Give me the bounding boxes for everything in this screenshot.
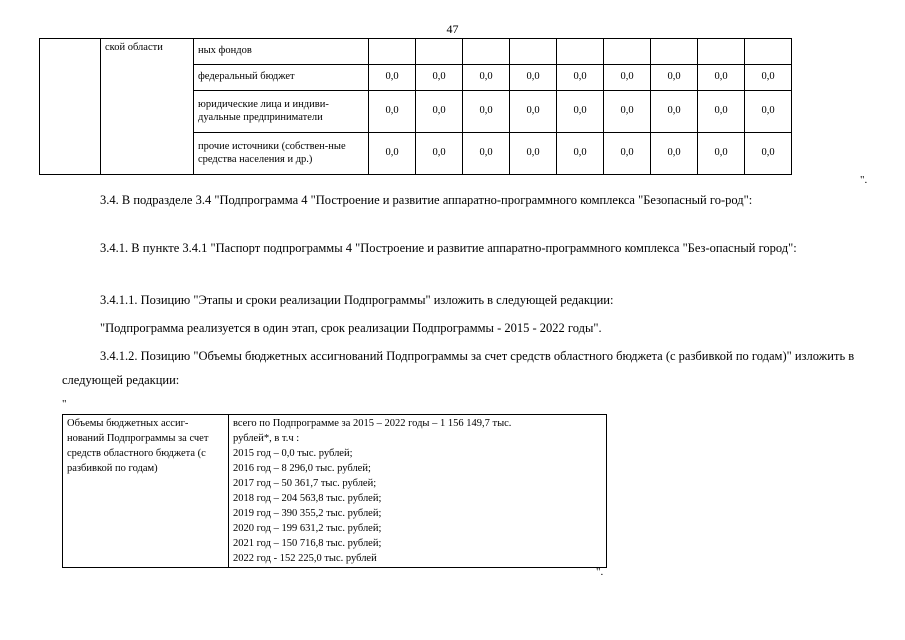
open-quote: "	[62, 398, 67, 410]
value-cell: 0,0	[369, 133, 416, 175]
value-cell: 0,0	[510, 133, 557, 175]
row-label: федеральный бюджет	[194, 65, 369, 91]
header-label-cell: ных фондов	[194, 39, 369, 65]
budget-line: 2021 год – 150 716,8 тыс. рублей;	[233, 538, 382, 549]
value-cell: 0,0	[745, 91, 792, 133]
budget-volume-label: Объемы бюджетных ассиг-нований Подпрограммы за счет средств областного бюджета (с разбивкой по годам)	[63, 415, 229, 568]
value-cell: 0,0	[651, 65, 698, 91]
budget-volume-values	[229, 415, 607, 568]
budget-line: 2016 год – 8 296,0 тыс. рублей;	[233, 463, 371, 474]
value-cell: 0,0	[651, 91, 698, 133]
value-cell: 0,0	[698, 133, 745, 175]
value-cell: 0,0	[463, 65, 510, 91]
value-cell: 0,0	[369, 91, 416, 133]
budget-volume-table	[62, 414, 607, 568]
region-cell: ской области	[101, 39, 194, 175]
value-cell: 0,0	[745, 133, 792, 175]
value-cell: 0,0	[745, 65, 792, 91]
value-cell: 0,0	[416, 91, 463, 133]
value-cell: 0,0	[604, 65, 651, 91]
table-row	[40, 39, 792, 65]
budget-line: 2015 год – 0,0 тыс. рублей;	[233, 448, 353, 459]
budget-line: 2018 год – 204 563,8 тыс. рублей;	[233, 493, 382, 504]
table-row	[63, 415, 607, 568]
funding-table	[39, 38, 792, 175]
value-cell: 0,0	[557, 65, 604, 91]
value-cell: 0,0	[698, 65, 745, 91]
value-cell: 0,0	[416, 65, 463, 91]
value-cell: 0,0	[463, 133, 510, 175]
budget-line: 2017 год – 50 361,7 тыс. рублей;	[233, 478, 377, 489]
close-quote: ".	[596, 566, 604, 578]
value-cell: 0,0	[557, 133, 604, 175]
paragraph-3-4-1-1: 3.4.1.1. Позицию "Этапы и сроки реализации Подпрограммы" изложить в следующей редакции:	[100, 293, 614, 307]
value-cell: 0,0	[651, 133, 698, 175]
value-cell: 0,0	[463, 91, 510, 133]
value-cell: 0,0	[510, 91, 557, 133]
page-number: 47	[446, 22, 459, 36]
budget-line: 2019 год – 390 355,2 тыс. рублей;	[233, 508, 382, 519]
paragraph-3-4-1-2: 3.4.1.2. Позицию "Объемы бюджетных ассигнований Подпрограммы за счет средств областного бюджета (с разбивкой по годам)" изложить в следующей редакции:	[62, 349, 855, 387]
budget-line: всего по Подпрограмме за 2015 – 2022 годы – 1 156 149,7 тыс.	[233, 418, 512, 429]
budget-line: 2020 год – 199 631,2 тыс. рублей;	[233, 523, 382, 534]
paragraph-3-4-1: 3.4.1. В пункте 3.4.1 "Паспорт подпрограммы 4 "Построение и развитие аппаратно-программного комплекса "Без-опасный город":	[100, 241, 797, 255]
empty-cell	[40, 39, 101, 175]
value-cell: 0,0	[604, 91, 651, 133]
value-cell: 0,0	[510, 65, 557, 91]
row-label: прочие источники (собствен-ные средства населения и др.)	[194, 133, 369, 175]
value-cell: 0,0	[604, 133, 651, 175]
value-cell: 0,0	[698, 91, 745, 133]
value-cell: 0,0	[369, 65, 416, 91]
value-cell: 0,0	[557, 91, 604, 133]
paragraph-quote-stages: "Подпрограмма реализуется в один этап, срок реализации Подпрограммы - 2015 - 2022 годы".	[100, 321, 602, 335]
budget-line: 2022 год - 152 225,0 тыс. рублей	[233, 553, 377, 564]
table-end-quote: ".	[860, 174, 868, 186]
row-label: юридические лица и индиви-дуальные предприниматели	[194, 91, 369, 133]
paragraph-3-4: 3.4. В подразделе 3.4 "Подпрограмма 4 "Построение и развитие аппаратно-программного комплекса "Безопасный го-род":	[100, 193, 753, 207]
value-cell: 0,0	[416, 133, 463, 175]
budget-line: рублей*, в т.ч :	[233, 433, 300, 444]
